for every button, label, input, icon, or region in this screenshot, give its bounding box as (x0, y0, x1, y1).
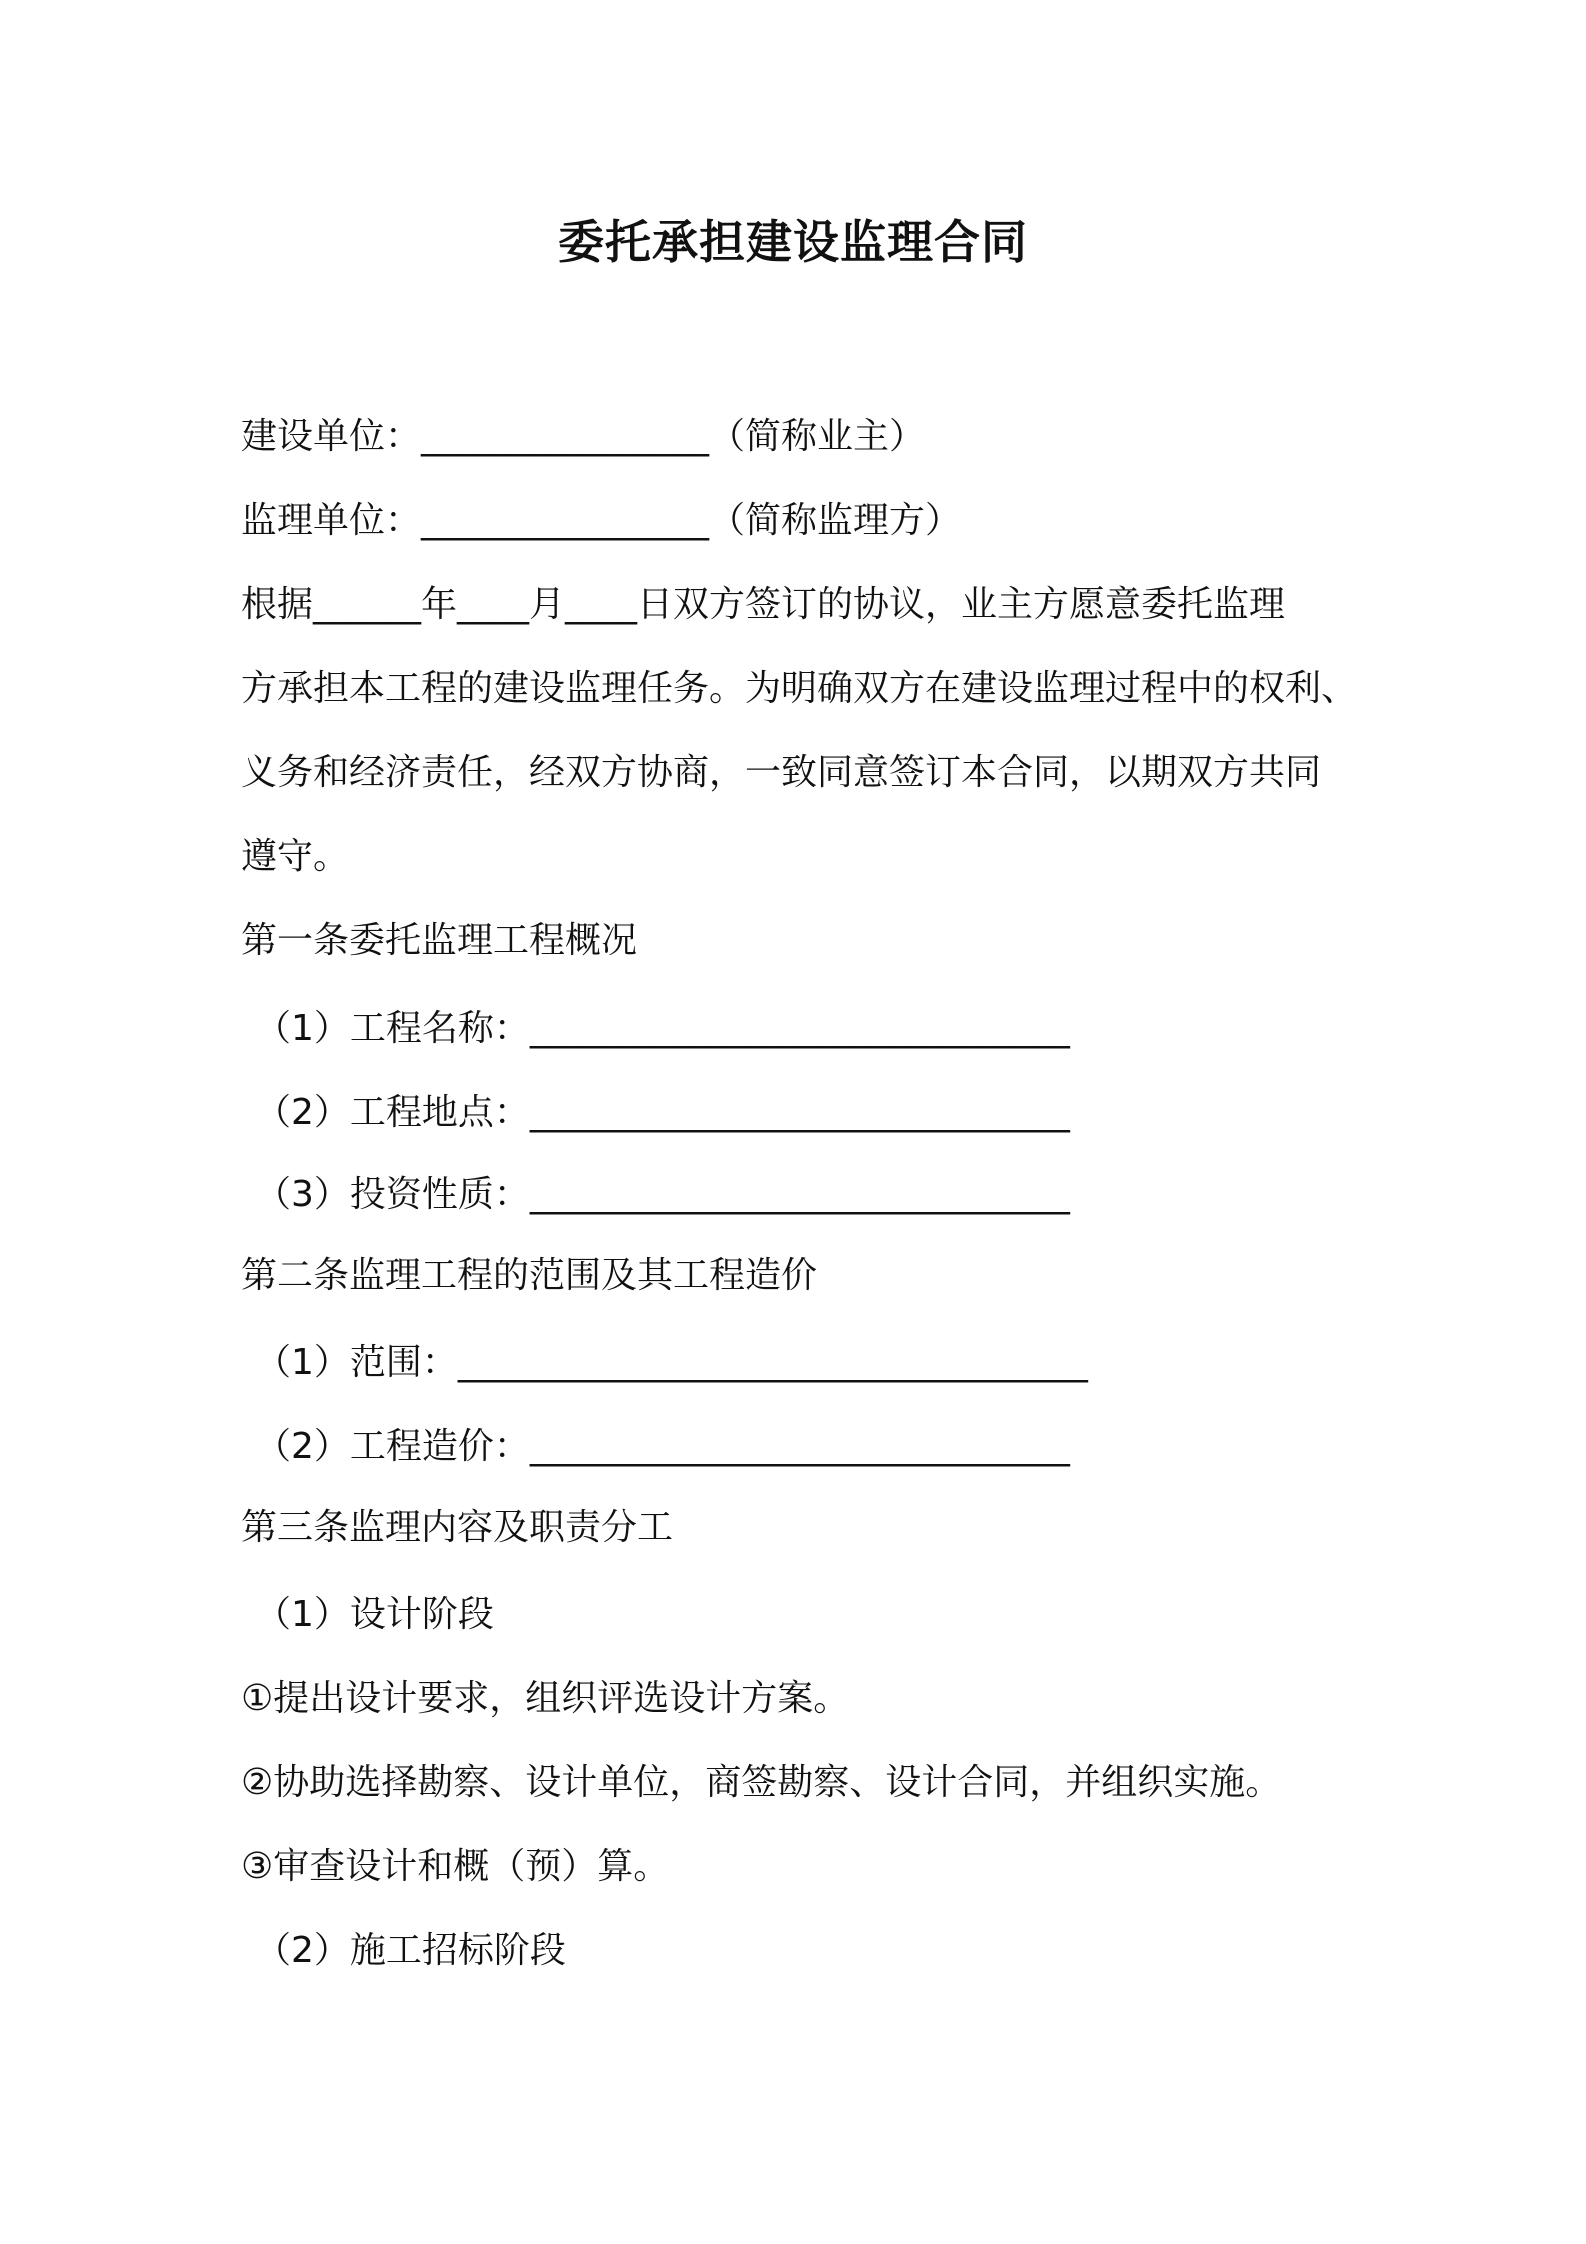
scope-line: （1）范围：___________________________________ (255, 1342, 1088, 1383)
design-stage-heading: （1）设计阶段 (255, 1594, 494, 1635)
investment-nature-line: （3）投资性质：______________________________ (255, 1174, 1070, 1215)
article-1-heading: 第一条委托监理工程概况 (241, 920, 638, 961)
article-3-heading: 第三条监理内容及职责分工 (241, 1507, 674, 1548)
design-item-3: ③审查设计和概（预）算。 (241, 1846, 670, 1887)
design-item-2: ②协助选择勘察、设计单位，商签勘察、设计合同，并组织实施。 (241, 1762, 1282, 1803)
project-cost-line: （2）工程造价：______________________________ (255, 1426, 1070, 1467)
party-owner-line: 建设单位：________________（简称业主） (241, 416, 926, 457)
intro-paragraph-line-2: 方承担本工程的建设监理任务。为明确双方在建设监理过程中的权利、 (241, 668, 1358, 709)
project-name-line: （1）工程名称：______________________________ (255, 1008, 1070, 1049)
design-item-1: ①提出设计要求，组织评选设计方案。 (241, 1678, 850, 1719)
document-title: 委托承担建设监理合同 (558, 215, 1028, 269)
intro-paragraph-line-3: 义务和经济责任，经双方协商，一致同意签订本合同，以期双方共同 (241, 752, 1322, 793)
party-supervisor-line: 监理单位：________________（简称监理方） (241, 500, 962, 541)
bidding-stage-heading: （2）施工招标阶段 (255, 1930, 566, 1971)
article-2-heading: 第二条监理工程的范围及其工程造价 (241, 1255, 818, 1296)
intro-paragraph-line-1: 根据______年____月____日双方签订的协议，业主方愿意委托监理 (241, 584, 1286, 625)
project-location-line: （2）工程地点：______________________________ (255, 1092, 1070, 1133)
intro-paragraph-line-4: 遵守。 (241, 836, 350, 877)
